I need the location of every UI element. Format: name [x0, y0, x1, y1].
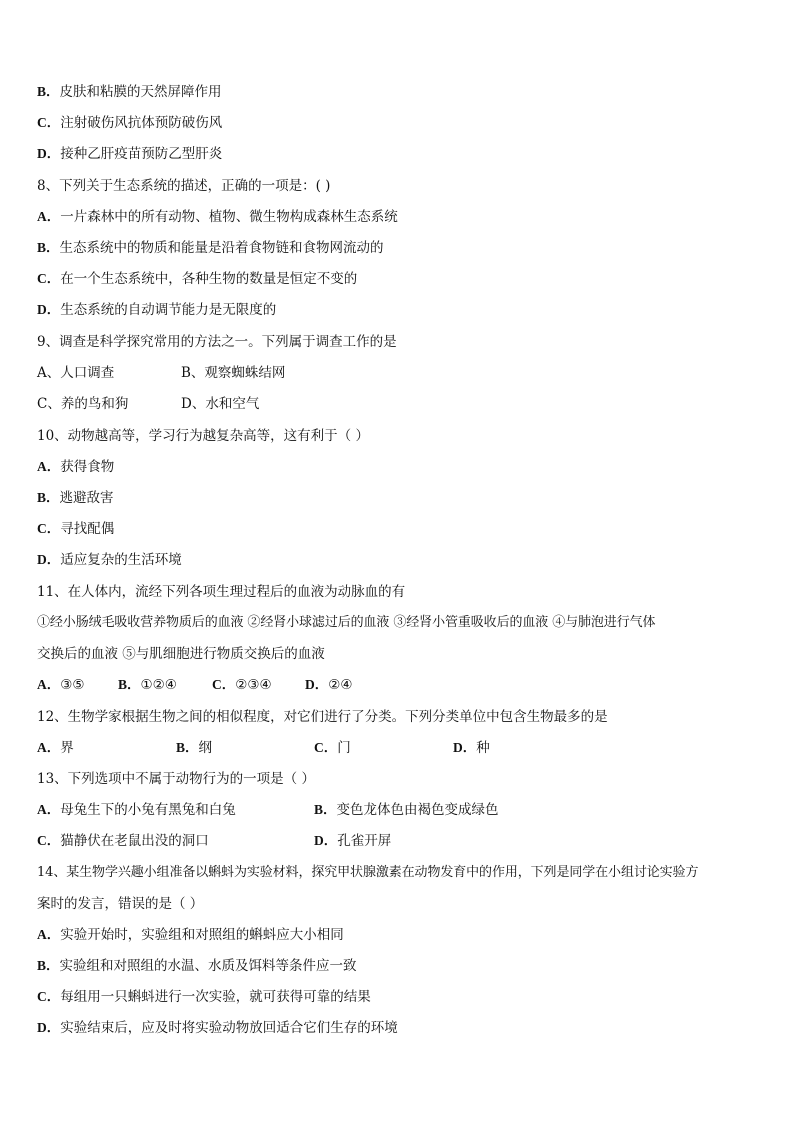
- q11-options: [37, 675, 764, 695]
- option-letter: D．: [37, 146, 61, 161]
- option-text: 皮肤和粘膜的天然屏障作用: [59, 84, 222, 100]
- option-text: 生态系统的自动调节能力是无限度的: [60, 302, 277, 318]
- q13-options-row-2: [37, 831, 764, 851]
- q8-option-a: [37, 207, 764, 227]
- q11-statements-line-2: 交换后的血液 ⑤与肌细胞进行物质交换后的血液: [37, 646, 325, 662]
- question-9: 9、调查是科学探究常用的方法之一。下列属于调查工作的是: [37, 334, 397, 350]
- option-text: 孔雀开屏: [337, 833, 392, 849]
- option-letter: C．: [314, 740, 338, 755]
- q12-option-c: [314, 738, 351, 758]
- q9-options-row-2: [37, 394, 764, 414]
- option-text: 界: [60, 740, 74, 756]
- q9-option-c: C、养的鸟和狗: [37, 396, 129, 412]
- option-letter: D．: [37, 1020, 61, 1035]
- q11-option-d: [305, 675, 352, 695]
- option-letter: C．: [212, 677, 236, 692]
- q9-options-row-1: [37, 363, 764, 383]
- option-text: 注射破伤风抗体预防破伤风: [60, 115, 223, 131]
- option-text: 在一个生态系统中，各种生物的数量是恒定不变的: [60, 271, 358, 287]
- option-letter: C．: [37, 833, 61, 848]
- option-letter: B．: [37, 958, 60, 973]
- option-letter: B．: [37, 490, 60, 505]
- question-14-line-1: 14、某生物学兴趣小组准备以蝌蚪为实验材料，探究甲状腺激素在动物发育中的作用，下列是同学在小组讨论实验方: [37, 865, 699, 880]
- option-letter: D．: [314, 833, 338, 848]
- option-text: 寻找配偶: [60, 521, 115, 537]
- option-text: ①②④: [140, 677, 177, 693]
- question-8: 8、下列关于生态系统的描述，正确的一项是：( ): [37, 178, 331, 194]
- option-text: 接种乙肝疫苗预防乙型肝炎: [60, 146, 223, 162]
- q13-option-b: [314, 800, 499, 820]
- option-letter: D．: [453, 740, 477, 755]
- option-letter: B．: [118, 677, 141, 692]
- option-text: ②③④: [235, 677, 272, 693]
- q7-option-c: [37, 113, 764, 133]
- q10-option-b: [37, 488, 764, 508]
- q13-option-d: [314, 831, 391, 851]
- option-letter: B．: [176, 740, 199, 755]
- option-text: 获得食物: [60, 459, 115, 475]
- option-letter: A．: [37, 459, 61, 474]
- q12-options: [37, 738, 764, 758]
- option-text: 适应复杂的生活环境: [60, 552, 182, 568]
- q13-option-a: [37, 800, 236, 820]
- option-letter: D．: [37, 552, 61, 567]
- q13-options-row-1: [37, 800, 764, 820]
- q9-option-a: A、人口调查: [37, 365, 115, 381]
- q13-option-c: [37, 831, 209, 851]
- option-text: 每组用一只蝌蚪进行一次实验，就可获得可靠的结果: [60, 989, 371, 1005]
- question-10: 10、动物越高等，学习行为越复杂高等，这有利于（ ）: [37, 428, 369, 444]
- option-text: 变色龙体色由褐色变成绿色: [336, 802, 499, 818]
- q8-option-c: [37, 269, 764, 289]
- option-text: 种: [476, 740, 490, 756]
- option-letter: B．: [37, 84, 60, 99]
- option-text: 实验结束后，应及时将实验动物放回适合它们生存的环境: [60, 1020, 398, 1036]
- option-letter: B．: [37, 240, 60, 255]
- option-text: ②④: [328, 677, 353, 693]
- q11-option-a: [37, 675, 84, 695]
- option-letter: A．: [37, 927, 61, 942]
- q14-option-d: [37, 1018, 764, 1038]
- option-text: 实验组和对照组的水温、水质及饵料等条件应一致: [59, 958, 357, 974]
- q10-option-c: [37, 519, 764, 539]
- option-text: 门: [337, 740, 351, 756]
- option-letter: A．: [37, 677, 61, 692]
- q7-option-b: [37, 82, 764, 102]
- option-letter: B．: [314, 802, 337, 817]
- q8-option-d: [37, 300, 764, 320]
- option-text: 纲: [198, 740, 213, 756]
- option-letter: C．: [37, 989, 61, 1004]
- question-12: 12、生物学家根据生物之间的相似程度，对它们进行了分类。下列分类单位中包含生物最多的是: [37, 709, 608, 725]
- option-letter: A．: [37, 740, 61, 755]
- q12-option-d: [453, 738, 490, 758]
- q11-statements-line-1: ①经小肠绒毛吸收营养物质后的血液 ②经肾小球滤过后的血液 ③经肾小管重吸收后的血液 ④与肺泡进行气体: [37, 615, 656, 630]
- q12-option-b: [176, 738, 212, 758]
- q14-option-a: [37, 925, 764, 945]
- question-11: 11、在人体内，流经下列各项生理过程后的血液为动脉血的有: [37, 584, 406, 600]
- option-letter: C．: [37, 521, 61, 536]
- option-text: 一片森林中的所有动物、植物、微生物构成森林生态系统: [60, 209, 398, 225]
- q10-option-a: [37, 457, 764, 477]
- q14-option-c: [37, 987, 764, 1007]
- option-text: 猫静伏在老鼠出没的洞口: [60, 833, 209, 849]
- option-letter: C．: [37, 271, 61, 286]
- q11-option-b: [118, 675, 177, 695]
- question-14-line-2: 案时的发言，错误的是（ ）: [37, 896, 204, 912]
- option-text: 母兔生下的小兔有黑兔和白兔: [60, 802, 236, 818]
- option-text: ③⑤: [60, 677, 85, 693]
- question-13: 13、下列选项中不属于动物行为的一项是（ ）: [37, 771, 315, 787]
- option-letter: D．: [37, 302, 61, 317]
- option-letter: A．: [37, 802, 61, 817]
- q14-option-b: [37, 956, 764, 976]
- option-text: 逃避敌害: [59, 490, 114, 506]
- q10-option-d: [37, 550, 764, 570]
- q7-option-d: [37, 144, 764, 164]
- option-letter: A．: [37, 209, 61, 224]
- q11-option-c: [212, 675, 272, 695]
- option-text: 实验开始时，实验组和对照组的蝌蚪应大小相同: [60, 927, 344, 943]
- q9-option-d: D、水和空气: [181, 396, 260, 412]
- q12-option-a: [37, 738, 74, 758]
- option-text: 生态系统中的物质和能量是沿着食物链和食物网流动的: [59, 240, 384, 256]
- option-letter: C．: [37, 115, 61, 130]
- option-letter: D．: [305, 677, 329, 692]
- q9-option-b: B、观察蜘蛛结网: [181, 365, 286, 381]
- q8-option-b: [37, 238, 764, 258]
